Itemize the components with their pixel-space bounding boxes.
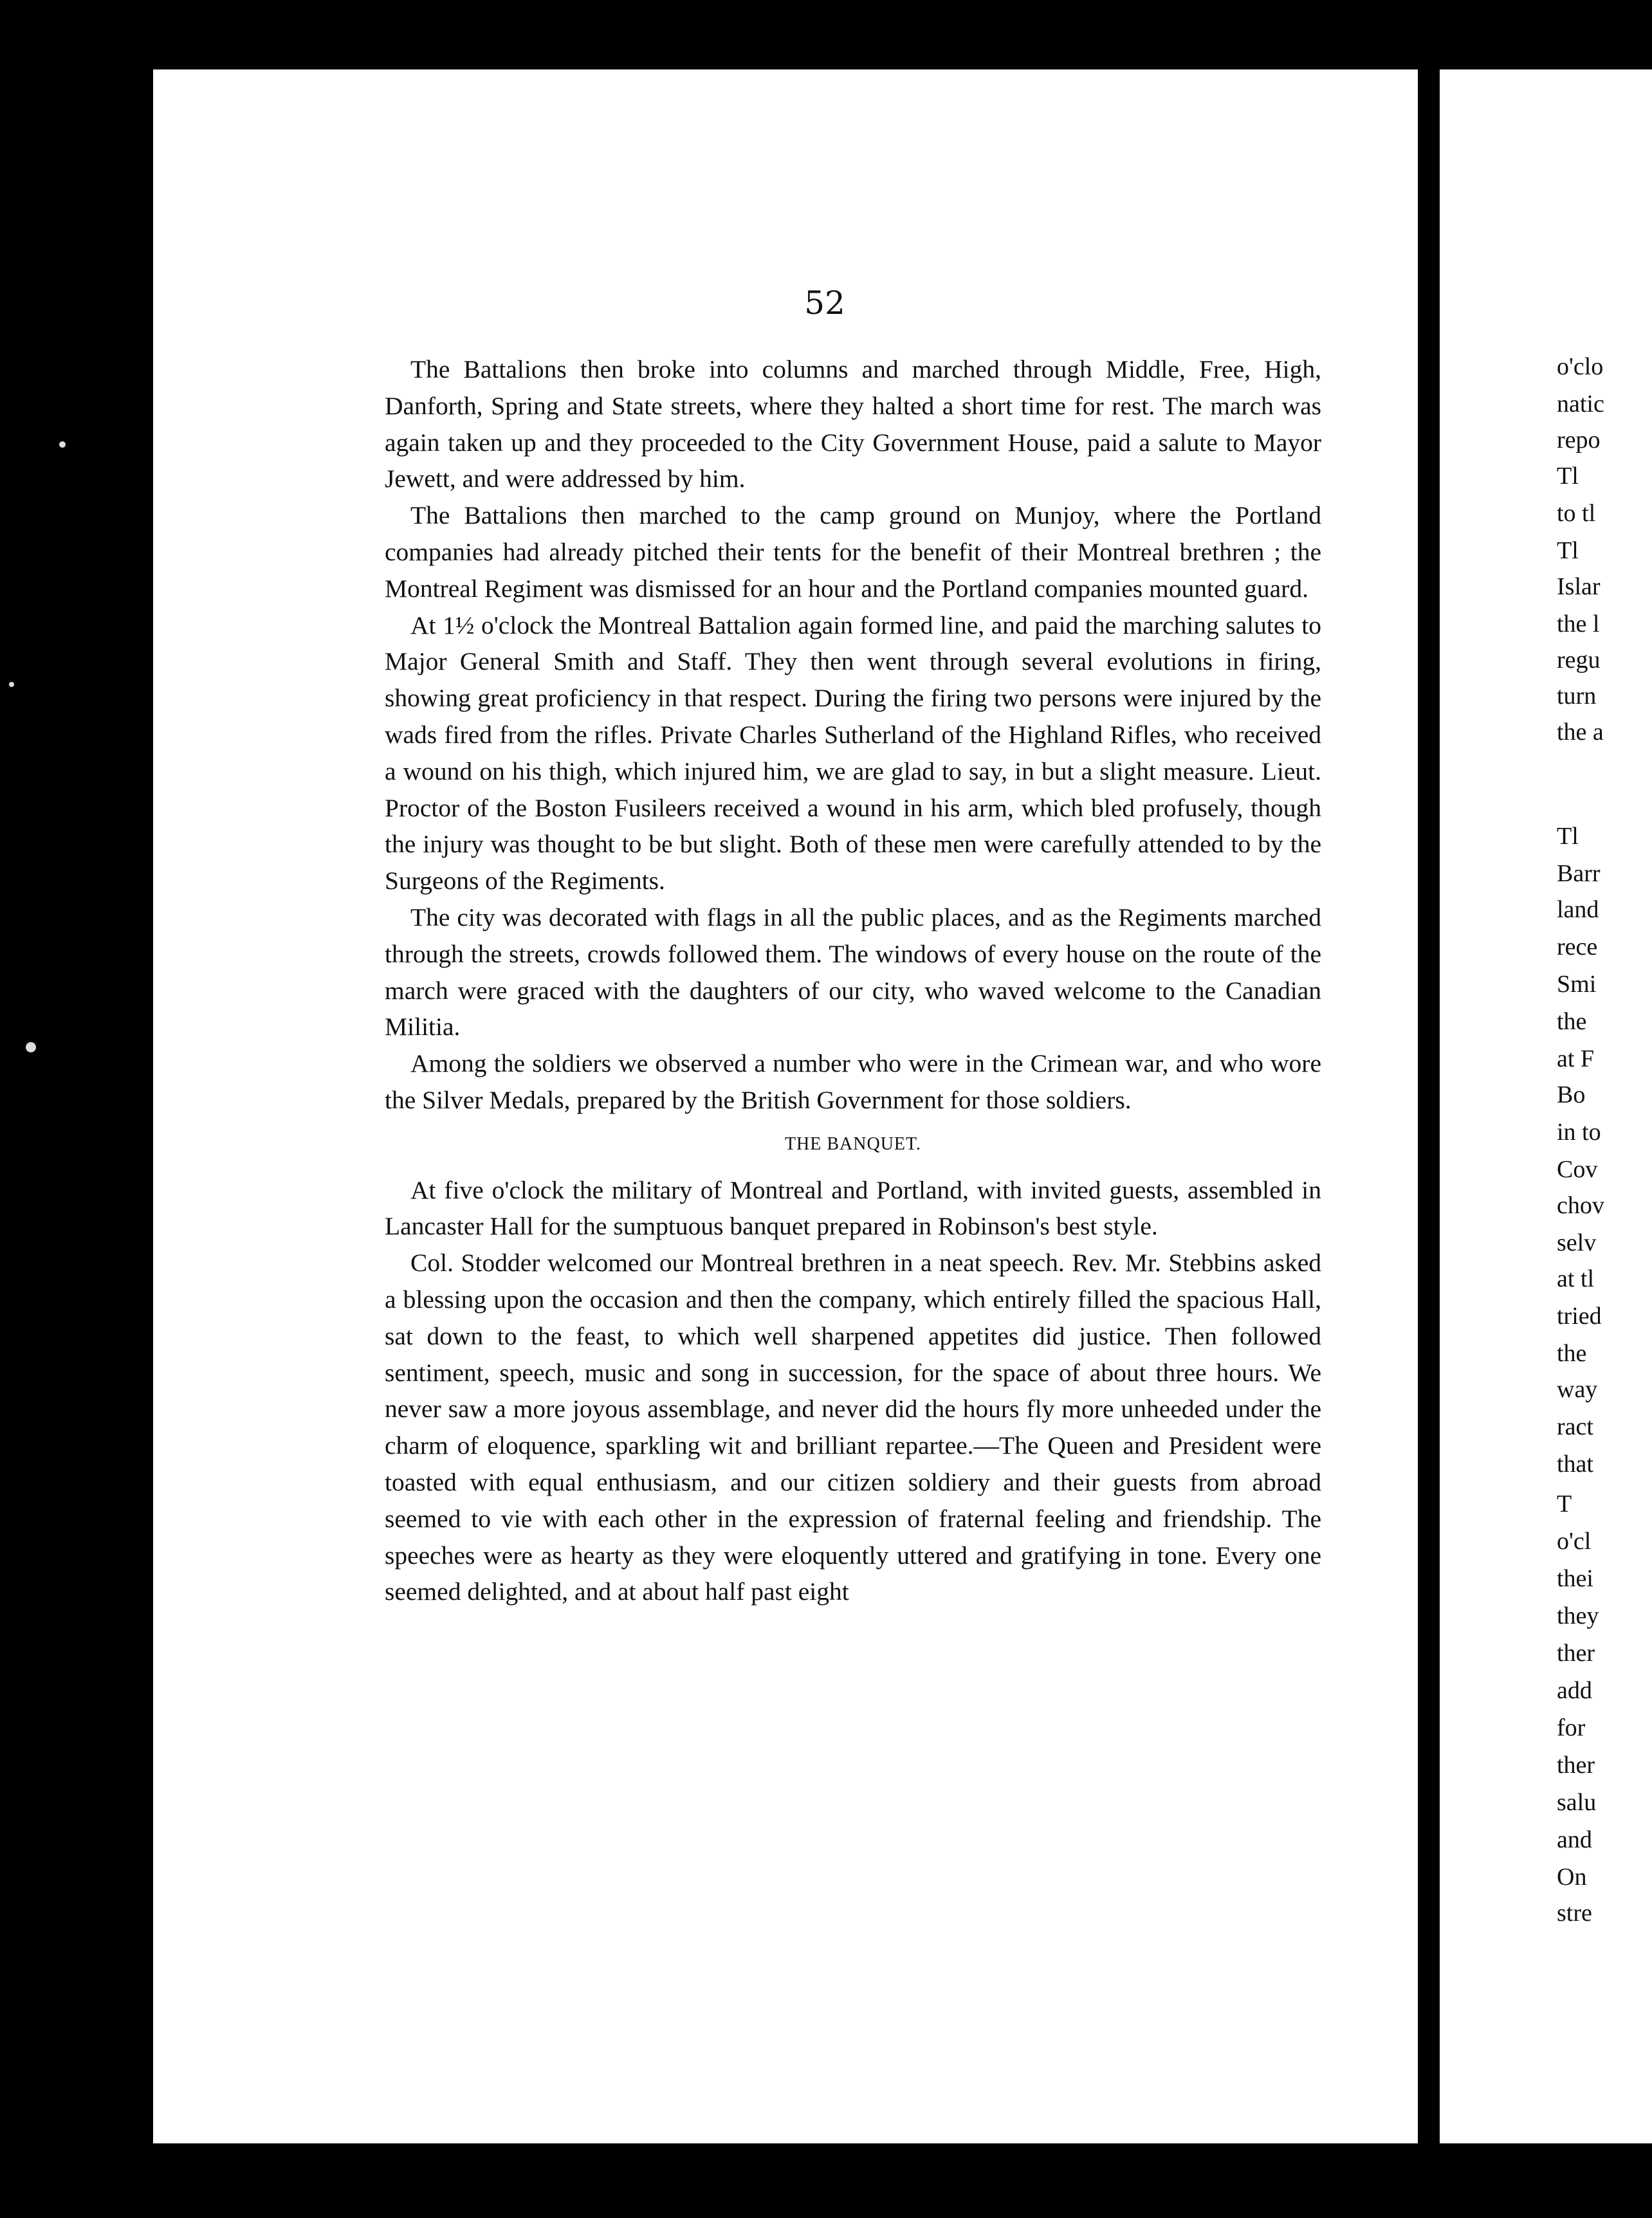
right-page-text-fragment: selv: [1557, 1229, 1597, 1256]
right-page-text-fragment: the: [1557, 1340, 1587, 1367]
right-page-text-fragment: in to: [1557, 1119, 1601, 1146]
paragraph: The Battalions then marched to the camp ground on Munjoy, where the Portland companies had already pitched their tents for the benefit of their Montreal brethren ; the Montreal Regiment was dismissed for an hour and the Portland companies mounted guard.: [385, 501, 1321, 603]
right-page-text-fragment: On: [1557, 1864, 1587, 1891]
scan-speck: [26, 1042, 36, 1052]
right-page-text-fragment: o'clo: [1557, 353, 1604, 380]
page-body: [385, 351, 1321, 1610]
scan-speck: [59, 441, 66, 448]
right-page-text-fragment: at F: [1557, 1045, 1595, 1072]
paragraph: At five o'clock the military of Montreal and Portland, with invited guests, assembled in Lancaster Hall for the sumptuous banquet prepared in Robinson's best style.: [385, 1175, 1321, 1241]
right-page-text-fragment: regu: [1557, 646, 1601, 674]
paragraph: The Battalions then broke into columns and marched through Middle, Free, High, Danforth, Spring and State streets, where they halted a short time for rest. The march was again taken up and they proceeded to the City Government House, paid a salute to Mayor Jewett, and were addressed by him.: [385, 355, 1321, 493]
right-page-text-fragment: the: [1557, 1008, 1587, 1035]
right-page-text-fragment: stre: [1557, 1900, 1592, 1927]
right-page-text-fragment: the l: [1557, 610, 1600, 637]
right-page-text-fragment: ther: [1557, 1752, 1595, 1779]
right-page-text-fragment: Bo: [1557, 1081, 1586, 1108]
right-page-text-fragment: Tl: [1557, 463, 1579, 490]
right-page-text-fragment: chov: [1557, 1192, 1604, 1219]
scan-margin-left: [0, 0, 153, 2218]
page-number: 52: [804, 284, 845, 322]
right-page-text-fragment: salu: [1557, 1789, 1597, 1816]
right-page-text-fragment: that: [1557, 1451, 1593, 1478]
paragraph: Among the soldiers we observed a number who were in the Crimean war, and who wore the Silver Medals, prepared by the British Government for those soldiers.: [385, 1049, 1321, 1114]
right-page-text-fragment: and: [1557, 1826, 1592, 1853]
section-heading: THE BANQUET.: [784, 1133, 922, 1154]
right-page-text-fragment: they: [1557, 1602, 1599, 1629]
right-page-text-fragment: way: [1557, 1376, 1598, 1403]
right-page-text-fragment: tried: [1557, 1303, 1602, 1330]
right-page-text-fragment: repo: [1557, 426, 1601, 454]
right-page-text-fragment: to tl: [1557, 500, 1596, 527]
right-page-text-fragment: land: [1557, 896, 1599, 923]
paragraph: Col. Stodder welcomed our Montreal brethren in a neat speech. Rev. Mr. Stebbins asked a blessing upon the occasion and then the company, which entirely filled the spacious Hall, sat down to the feast, to which well sharpened appetites did justice. Then followed sentiment, speech, music and song in succession, for the space of about three hours. We never saw a more joyous assemblage, and never did the hours fly more unheeded under the charm of eloquence, sparkling wit and brilliant repartee.—The Queen and President were toasted with equal enthusiasm, and our citizen soldiery and their guests from abroad seemed to vie with each other in the expression of fraternal feeling and friendship. The speeches were as hearty as they were eloquently uttered and gratifying in tone. Every one seemed delighted, and at about half past eight: [385, 1249, 1321, 1606]
right-page-text-fragment: rece: [1557, 933, 1598, 960]
right-page-text-fragment: thei: [1557, 1565, 1593, 1592]
right-page-text-fragment: at tl: [1557, 1265, 1595, 1292]
right-page-text-fragment: natic: [1557, 390, 1604, 417]
right-page-text-fragment: the a: [1557, 719, 1604, 746]
right-page-text-fragment: Islar: [1557, 573, 1601, 600]
right-page-text-fragment: Barr: [1557, 860, 1601, 887]
paragraph: At 1½ o'clock the Montreal Battalion again formed line, and paid the marching salutes to Major General Smith and Staff. They then went through several evolutions in firing, showing great proficiency in that respect. During the firing two persons were injured by the wads fired from the rifles. Private Charles Sutherland of the Highland Rifles, who received a wound on his thigh, which injured him, we are glad to say, in but a slight measure. Lieut. Proctor of the Boston Fusileers received a wound in his arm, which bled profusely, though the injury was thought to be but slight. Both of these men were carefully attended to by the Surgeons of the Regiments.: [385, 610, 1321, 895]
right-page-text-fragment: T: [1557, 1490, 1572, 1517]
right-page-text-fragment: add: [1557, 1677, 1592, 1704]
right-page-text-fragment: Smi: [1557, 971, 1597, 998]
right-page-text-fragment: ther: [1557, 1640, 1595, 1667]
right-page-text-fragment: turn: [1557, 683, 1597, 710]
right-page-text-fragment: Cov: [1557, 1156, 1598, 1183]
right-page-text-fragment: o'cl: [1557, 1528, 1592, 1555]
right-page: [1440, 69, 1652, 2143]
right-page-text-fragment: ract: [1557, 1413, 1593, 1440]
right-page-text-fragment: Tl: [1557, 823, 1579, 850]
right-page-text-fragment: for: [1557, 1714, 1586, 1741]
right-page-text-fragment: Tl: [1557, 537, 1579, 564]
page-gutter: [1418, 0, 1440, 2218]
scan-speck: [9, 682, 14, 687]
paragraph: The city was decorated with flags in all the public places, and as the Regiments marched through the streets, crowds followed them. The windows of every house on the route of the march were graced with the daughters of our city, who waved welcome to the Canadian Militia.: [385, 903, 1321, 1041]
